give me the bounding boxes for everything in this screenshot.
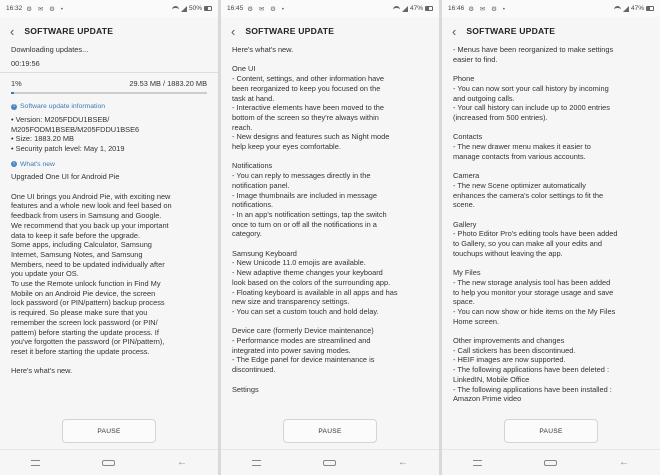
text-line: Gallery [453, 219, 477, 229]
wifi-icon [393, 6, 400, 11]
signal-icon [402, 6, 408, 12]
text-line: bottom of the screen so they're always within [232, 112, 379, 122]
footer [0, 413, 218, 449]
elapsed-time: 00:19:56 [11, 58, 40, 68]
paragraph-gap [453, 258, 649, 268]
text-line: - Content, settings, and other information have [232, 74, 385, 84]
notification-icons: ⚙ ✉ ⚙ • [468, 5, 508, 13]
text-line: category. [232, 229, 262, 239]
app-bar [0, 17, 218, 45]
info-header-label: Software update information [20, 103, 106, 111]
status-time: 16:46 [448, 5, 465, 12]
text-line: Here's what's new. [232, 45, 294, 54]
info-icon: i [11, 104, 17, 110]
battery-icon [646, 6, 654, 11]
text-line: look based on the colors of the surrounding app. [232, 277, 391, 287]
wifi-icon [172, 6, 179, 11]
progress-percent: 1% [11, 79, 22, 89]
page-title: SOFTWARE UPDATE [24, 26, 114, 36]
text-line: Mobile on an Android Pie device, the screen [11, 288, 156, 298]
recent-apps-icon[interactable] [31, 460, 40, 466]
text-line: Device care (formerly Device maintenance) [232, 326, 374, 336]
home-icon[interactable] [323, 460, 336, 466]
text-line: Some apps, including Calculator, Samsung [11, 240, 152, 250]
text-line: - Image thumbnails are included in message [232, 190, 378, 200]
text-line: LinkedIN, Mobile Office [453, 374, 530, 384]
text-line: Phone [453, 74, 475, 84]
text-line: Amazon Prime video [453, 394, 522, 404]
text-line: Home screen. [453, 316, 500, 326]
text-line: - HEIF images are now supported. [453, 355, 566, 365]
text-line: - The following applications have been installed : [453, 384, 612, 394]
text-line: - The following applications have been deleted : [453, 365, 609, 375]
text-line: notification panel. [232, 180, 290, 190]
back-arrow-icon[interactable]: ‹ [231, 23, 236, 39]
text-line: feedback from users in Samsung and Google. [11, 211, 162, 221]
text-line: enhances the camera's color settings to fit the [453, 190, 604, 200]
back-icon[interactable]: ← [398, 456, 408, 468]
back-arrow-icon[interactable]: ‹ [10, 23, 15, 39]
text-line: To use the Remote unlock function in Find My [11, 279, 161, 289]
text-line: - New designs and features such as Night mode [232, 132, 390, 142]
paragraph-gap [453, 161, 649, 171]
pause-button[interactable]: PAUSE [283, 419, 377, 443]
text-line: Contacts [453, 132, 483, 142]
back-icon[interactable]: ← [177, 456, 187, 468]
text-line: you update your OS. [11, 269, 79, 279]
text-line: - The new drawer menu makes it easier to [453, 142, 591, 151]
downloading-label: Downloading updates... [11, 45, 89, 54]
signal-icon [623, 6, 629, 12]
text-line: - The new Scene optimizer automatically [453, 180, 586, 190]
text-line: - You can set a custom touch and hold delay. [232, 306, 379, 316]
info-lines [11, 115, 207, 154]
paragraph-gap [453, 64, 649, 74]
text-line: - You can now sort your call history by incoming [453, 83, 609, 93]
navigation-bar [0, 449, 218, 475]
paragraph-gap [453, 326, 649, 336]
release-notes-content [442, 45, 660, 413]
download-content [0, 45, 218, 413]
text-line: reach. [232, 122, 253, 132]
text-line: Other improvements and changes [453, 336, 565, 345]
progress-bar [11, 92, 207, 94]
app-bar [221, 17, 439, 45]
screen-whats-new-1 [221, 0, 439, 475]
battery-percent: 47% [630, 5, 644, 12]
text-line: lock password (or PIN/pattern) backup process [11, 298, 165, 308]
text-line: Upgraded One UI for Android Pie [11, 172, 120, 182]
status-time: 16:32 [6, 5, 23, 12]
battery-icon [204, 6, 212, 11]
text-line: once to turn on or off all the notifications in a [232, 219, 377, 229]
info-icon: i [11, 161, 17, 167]
text-line: data to keep it safe before the upgrade. [11, 230, 141, 240]
battery-icon [425, 6, 433, 11]
paragraph-gap [11, 182, 207, 192]
text-line: - In an app's notification settings, tap the switch [232, 209, 387, 219]
text-line: One UI brings you Android Pie, with exciting new [11, 191, 171, 201]
whats-new-label: What's new [20, 160, 55, 168]
text-line: Members, need to be updated individually after [11, 259, 165, 269]
back-arrow-icon[interactable]: ‹ [452, 23, 457, 39]
text-line: - New Unicode 11.0 emojis are available. [232, 258, 366, 268]
status-bar [221, 0, 439, 17]
text-line: - Interactive elements have been moved to the [232, 103, 385, 113]
text-line: (increased from 500 entries). [453, 112, 548, 122]
notification-icons: ⚙ ✉ ⚙ • [247, 5, 287, 13]
status-bar [0, 0, 218, 17]
navigation-bar [221, 449, 439, 475]
text-line: - Your call history can include up to 2000 entries [453, 103, 610, 113]
recent-apps-icon[interactable] [473, 460, 482, 466]
paragraph-gap [453, 210, 649, 220]
notification-icons: ⚙ ✉ ⚙ • [26, 5, 66, 13]
text-line: task at hand. [232, 93, 275, 103]
footer [221, 413, 439, 449]
footer [442, 413, 660, 449]
text-line: Notifications [232, 161, 273, 171]
info-section-header [11, 102, 207, 112]
text-line: and outgoing calls. [453, 93, 515, 103]
screen-download-progress [0, 0, 218, 475]
pause-button[interactable]: PAUSE [62, 419, 156, 443]
text-line: to Gallery, so you can make all your edits and [453, 239, 602, 248]
release-notes-content [221, 45, 439, 413]
status-bar [442, 0, 660, 17]
text-line: touchups without leaving the app. [453, 248, 563, 258]
page-title: SOFTWARE UPDATE [245, 26, 335, 36]
text-line: - Performance modes are streamlined and [232, 336, 371, 346]
page-title: SOFTWARE UPDATE [466, 26, 556, 36]
paragraph-gap [232, 239, 428, 249]
text-line: new size and transparency settings. [232, 297, 350, 307]
text-line: Settings [232, 384, 259, 394]
text-line: Samsung Keyboard [232, 248, 297, 258]
text-line: - Photo Editor Pro's editing tools have been added [453, 229, 618, 239]
text-line: - You can reply to messages directly in the [232, 171, 371, 181]
text-line: - Call stickers has been discontinued. [453, 345, 576, 355]
pause-button[interactable]: PAUSE [504, 419, 598, 443]
text-line: - The new storage analysis tool has been added [453, 277, 611, 287]
text-line: space. [453, 297, 475, 307]
home-icon[interactable] [544, 460, 557, 466]
text-line: manage contacts from various accounts. [453, 151, 586, 161]
text-line: discontinued. [232, 365, 276, 375]
text-line: integrated into power saving modes. [232, 345, 351, 355]
text-line: features and a whole new look and feel based on [11, 201, 172, 211]
text-line: scene. [453, 200, 475, 210]
text-line: My Files [453, 268, 481, 278]
text-line: One UI [232, 64, 256, 74]
paragraph-gap [232, 55, 428, 65]
text-line: • Security patch level: May 1, 2019 [11, 143, 125, 153]
battery-percent: 47% [409, 5, 423, 12]
text-line: • Version: M205FDDU1BSEB/ [11, 114, 110, 124]
progress-fill [11, 92, 14, 94]
text-line: you've forgotten the password (or PIN/pattern), [11, 337, 165, 347]
text-line: pattern) before starting the update process. If [11, 327, 159, 337]
screen-whats-new-2 [442, 0, 660, 475]
paragraph-gap [11, 357, 207, 367]
back-icon[interactable]: ← [619, 456, 629, 468]
wifi-icon [614, 6, 621, 11]
divider [0, 72, 218, 73]
release-notes [11, 172, 207, 376]
text-line: remember the screen lock password (or PIN/ [11, 317, 158, 327]
text-line: We recommend that you back up your important [11, 220, 169, 230]
text-line: - Menus have been reorganized to make settings [453, 45, 614, 54]
text-line: M205FODM1BSEB/M205FDDU1BSE6 [11, 124, 140, 134]
text-line: Here's what's new. [11, 366, 73, 376]
home-icon[interactable] [102, 460, 115, 466]
signal-icon [181, 6, 187, 12]
text-line: notifications. [232, 200, 274, 210]
progress-row [11, 79, 207, 89]
recent-apps-icon[interactable] [252, 460, 261, 466]
text-line: • Size: 1883.20 MB [11, 134, 74, 144]
paragraph-gap [232, 317, 428, 327]
status-time: 16:45 [227, 5, 244, 12]
text-line: - Floating keyboard is available in all apps and has [232, 287, 398, 297]
whats-new-header [11, 160, 207, 170]
text-line: been reorganized to keep you focused on the [232, 83, 381, 93]
app-bar [442, 17, 660, 45]
text-line: - The Edge panel for device maintenance is [232, 355, 375, 365]
paragraph-gap [232, 152, 428, 162]
paragraph-gap [232, 375, 428, 385]
text-line: easier to find. [453, 54, 498, 64]
battery-percent: 50% [188, 5, 202, 12]
release-notes [232, 45, 428, 394]
release-notes [453, 45, 649, 404]
text-line: Internet, Samsung Notes, and Samsung [11, 249, 143, 259]
text-line: is required. So please make sure that you [11, 308, 148, 318]
text-line: reset it before starting the update process. [11, 346, 150, 356]
navigation-bar [442, 449, 660, 475]
text-line: - You can now show or hide items on the My Files [453, 306, 616, 316]
paragraph-gap [453, 123, 649, 133]
text-line: to help you monitor your storage usage and save [453, 287, 614, 297]
text-line: Camera [453, 171, 480, 181]
text-line: - New adaptive theme changes your keyboard [232, 268, 383, 278]
progress-size: 29.53 MB / 1883.20 MB [129, 79, 207, 89]
text-line: help keep your eyes comfortable. [232, 142, 341, 152]
